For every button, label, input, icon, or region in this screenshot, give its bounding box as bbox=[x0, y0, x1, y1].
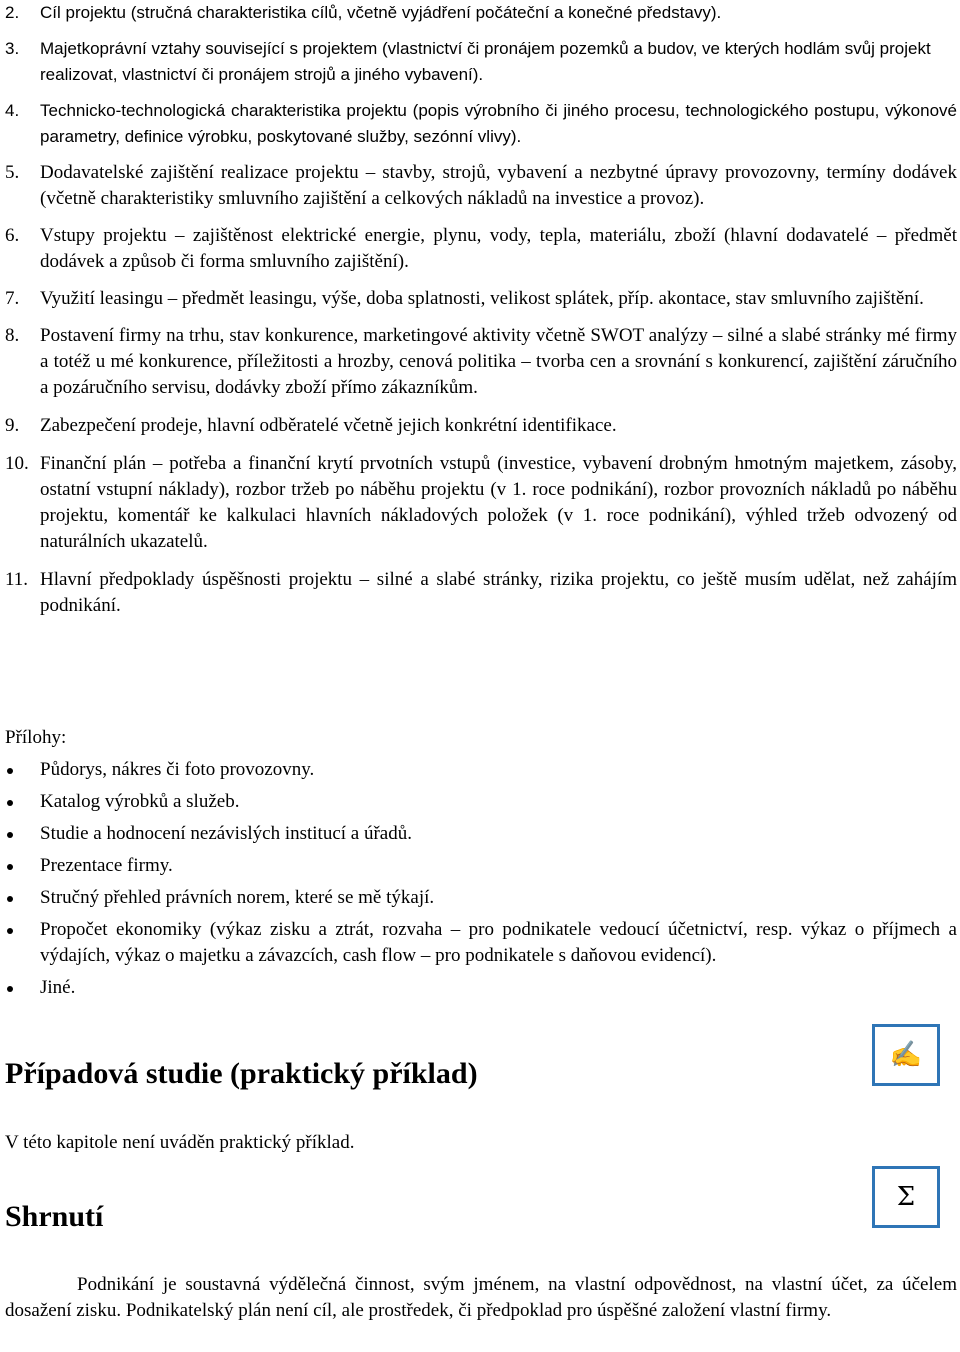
attachments-label: Přílohy: bbox=[5, 727, 67, 748]
bullet-icon bbox=[7, 864, 13, 870]
sigma-icon: Σ bbox=[872, 1166, 940, 1228]
list-item bbox=[0, 757, 960, 783]
item-text: Dodavatelské zajištění realizace projektu – stavby, strojů, vybavení a nezbytné úpravy provozovny, termíny dodávek (včetně charakteristiky smluvního zajištění a celkových nákladů na investice a provoz). bbox=[40, 162, 957, 209]
list-item bbox=[0, 853, 960, 879]
list-item bbox=[0, 323, 960, 401]
item-text: Majetkoprávní vztahy související s projektem (vlastnictví či pronájem pozemků a budov, ve kterých hodlám svůj projekt realizovat, vlastnictví či pronájem strojů a jiného vybavení). bbox=[40, 39, 931, 84]
list-item bbox=[0, 160, 960, 212]
item-text: Jiné. bbox=[40, 977, 76, 998]
list-item bbox=[0, 98, 960, 150]
list-item bbox=[0, 413, 960, 439]
item-number: 8. bbox=[5, 325, 20, 346]
item-text: Finanční plán – potřeba a finanční krytí prvotních vstupů (investice, vybavení drobným hmotným majetkem, zásoby, ostatní vstupní náklady), rozbor tržeb po náběhu projektu (v 1. roce podnikání), rozbor provozních nákladů po náběhu projektu, komentář ke kalkulaci hlavních nákladových položek (v 1. roce podnikání), výhled tržeb odvozený od naturálních ukazatelů. bbox=[40, 453, 957, 552]
item-text: Katalog výrobků a služeb. bbox=[40, 791, 240, 812]
item-number: 5. bbox=[5, 162, 20, 183]
business-plan-outline bbox=[0, 0, 960, 619]
item-number: 4. bbox=[5, 101, 20, 120]
list-item bbox=[0, 917, 960, 969]
item-number: 6. bbox=[5, 225, 20, 246]
case-study-heading: Případová studie (praktický příklad) bbox=[5, 1057, 478, 1090]
item-text: Studie a hodnocení nezávislých institucí a úřadů. bbox=[40, 823, 412, 844]
bullet-icon bbox=[7, 768, 13, 774]
list-item bbox=[0, 821, 960, 847]
item-text: Půdorys, nákres či foto provozovny. bbox=[40, 759, 315, 780]
list-item bbox=[0, 36, 960, 88]
item-text: Stručný přehled právních norem, které se mě týkají. bbox=[40, 887, 435, 908]
case-study-text: V této kapitole není uváděn praktický příklad. bbox=[5, 1132, 355, 1153]
item-text: Prezentace firmy. bbox=[40, 855, 173, 876]
item-number: 11. bbox=[5, 569, 29, 590]
summary-heading: Shrnutí bbox=[5, 1200, 104, 1233]
item-text: Postavení firmy na trhu, stav konkurence, marketingové aktivity včetně SWOT analýzy – silné a slabé stránky mé firmy a totéž u mé konkurence, příležitosti a hrozby, cenová politika – tvorba cen a srovnání s konkurencí, zajištění záručního a pozáručního servisu, dodávky zboží přímo zákazníkům. bbox=[40, 325, 957, 398]
list-item bbox=[0, 567, 960, 619]
bullet-icon bbox=[7, 986, 13, 992]
list-item bbox=[0, 286, 960, 312]
item-text: Cíl projektu (stručná charakteristika cílů, včetně vyjádření počáteční a konečné představy). bbox=[40, 3, 722, 22]
item-text: Propočet ekonomiky (výkaz zisku a ztrát, rozvaha – pro podnikatele vedoucí účetnictví, resp. výkaz o příjmech a výdajích, výkaz o majetku a závazcích, cash flow – pro podnikatele s daňovou evidencí). bbox=[40, 919, 957, 966]
item-number: 2. bbox=[5, 3, 20, 22]
item-number: 9. bbox=[5, 415, 20, 436]
item-number: 3. bbox=[5, 39, 20, 58]
list-item bbox=[0, 451, 960, 555]
bullet-icon bbox=[7, 928, 13, 934]
attachments-list bbox=[0, 757, 960, 1007]
item-text: Vstupy projektu – zajištěnost elektrické energie, plynu, vody, tepla, materiálu, zboží (hlavní dodavatelé – předmět dodávek a způsob či forma smluvního zajištění). bbox=[40, 225, 957, 272]
bullet-icon bbox=[7, 832, 13, 838]
item-text: Hlavní předpoklady úspěšnosti projektu – silné a slabé stránky, rizika projektu, co ještě musím udělat, než zahájím podnikání. bbox=[40, 569, 957, 616]
writing-hand-icon: ✍ bbox=[872, 1024, 940, 1086]
list-item bbox=[0, 885, 960, 911]
list-item bbox=[0, 975, 960, 1001]
item-text: Využití leasingu – předmět leasingu, výše, doba splatnosti, velikost splátek, příp. akontace, stav smluvního zajištění. bbox=[40, 288, 924, 309]
item-number: 7. bbox=[5, 288, 20, 309]
bullet-icon bbox=[7, 800, 13, 806]
item-text: Zabezpečení prodeje, hlavní odběratelé včetně jejich konkrétní identifikace. bbox=[40, 415, 617, 436]
list-item bbox=[0, 789, 960, 815]
summary-text: Podnikání je soustavná výdělečná činnost, svým jménem, na vlastní odpovědnost, na vlastní účet, za účelem dosažení zisku. Podnikatelský plán není cíl, ale prostředek, či předpoklad pro úspěšné založení vlastní firmy. bbox=[5, 1274, 957, 1321]
bullet-icon bbox=[7, 896, 13, 902]
list-item bbox=[0, 223, 960, 275]
list-item bbox=[0, 0, 960, 26]
item-text: Technicko-technologická charakteristika projektu (popis výrobního či jiného procesu, technologického postupu, výkonové parametry, definice výrobku, poskytované služby, sezónní vlivy). bbox=[40, 101, 957, 146]
item-number: 10. bbox=[5, 453, 29, 474]
